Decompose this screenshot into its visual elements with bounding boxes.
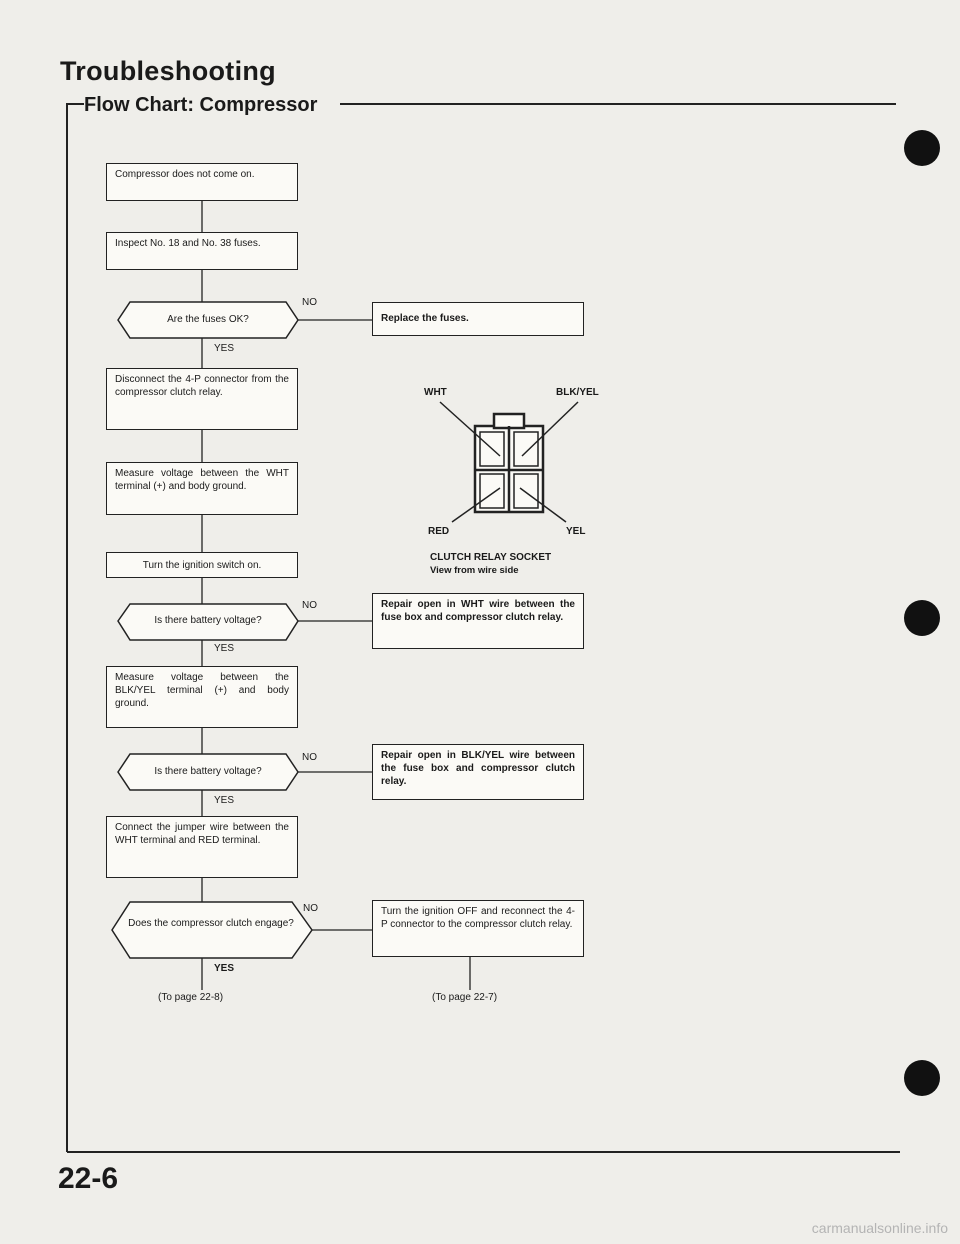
connector-label-yel: YEL: [566, 526, 586, 537]
no-label-3: NO: [302, 752, 317, 763]
action-turn-ignition-off: Turn the ignition OFF and reconnect the 4-P connector to the compressor clutch relay.: [372, 900, 584, 957]
yes-label-3: YES: [214, 795, 235, 806]
ref-page-22-8: (To page 22-8): [158, 992, 224, 1003]
relay-socket-diagram: [440, 402, 578, 522]
margin-bullet-1: [904, 130, 940, 166]
decision-battery-voltage-2: Is there battery voltage?: [154, 766, 262, 777]
watermark: carmanualsonline.info: [811, 1220, 948, 1236]
socket-caption-title: CLUTCH RELAY SOCKET: [430, 552, 552, 563]
step-ignition-on: Turn the ignition switch on.: [106, 552, 298, 578]
decision-clutch-engage: Does the compressor clutch engage?: [128, 918, 294, 929]
action-repair-blk-yel: Repair open in BLK/YEL wire between the fuse box and compressor clutch relay.: [372, 744, 584, 800]
page-title: Troubleshooting: [60, 56, 276, 86]
step-compressor-not-on: Compressor does not come on.: [106, 163, 298, 201]
step-measure-blk-yel: Measure voltage between the BLK/YEL terminal (+) and body ground.: [106, 666, 298, 728]
page-number: 22-6: [58, 1162, 119, 1195]
connector-label-wht: WHT: [424, 387, 447, 398]
decision-fuses-ok: Are the fuses OK?: [167, 314, 249, 325]
decision-battery-voltage-1: Is there battery voltage?: [154, 615, 262, 626]
action-repair-wht: Repair open in WHT wire between the fuse box and compressor clutch relay.: [372, 593, 584, 649]
margin-bullet-3: [904, 1060, 940, 1096]
step-inspect-fuses: Inspect No. 18 and No. 38 fuses.: [106, 232, 298, 270]
step-measure-wht: Measure voltage between the WHT terminal (+) and body ground.: [106, 462, 298, 515]
yes-label-4: YES: [214, 963, 235, 974]
margin-bullet-2: [904, 600, 940, 636]
yes-label-1: YES: [214, 343, 235, 354]
step-disconnect-connector: Disconnect the 4-P connector from the compressor clutch relay.: [106, 368, 298, 430]
connector-label-blk-yel: BLK/YEL: [556, 387, 599, 398]
step-connect-jumper: Connect the jumper wire between the WHT terminal and RED terminal.: [106, 816, 298, 878]
connector-label-red: RED: [428, 526, 450, 537]
no-label-4: NO: [303, 903, 318, 914]
action-replace-fuses: Replace the fuses.: [372, 302, 584, 336]
ref-page-22-7: (To page 22-7): [432, 992, 498, 1003]
socket-caption-view: View from wire side: [430, 565, 519, 576]
yes-label-2: YES: [214, 643, 235, 654]
no-label-2: NO: [302, 600, 317, 611]
no-label-1: NO: [302, 297, 317, 308]
section-subtitle: Flow Chart: Compressor: [84, 94, 323, 117]
